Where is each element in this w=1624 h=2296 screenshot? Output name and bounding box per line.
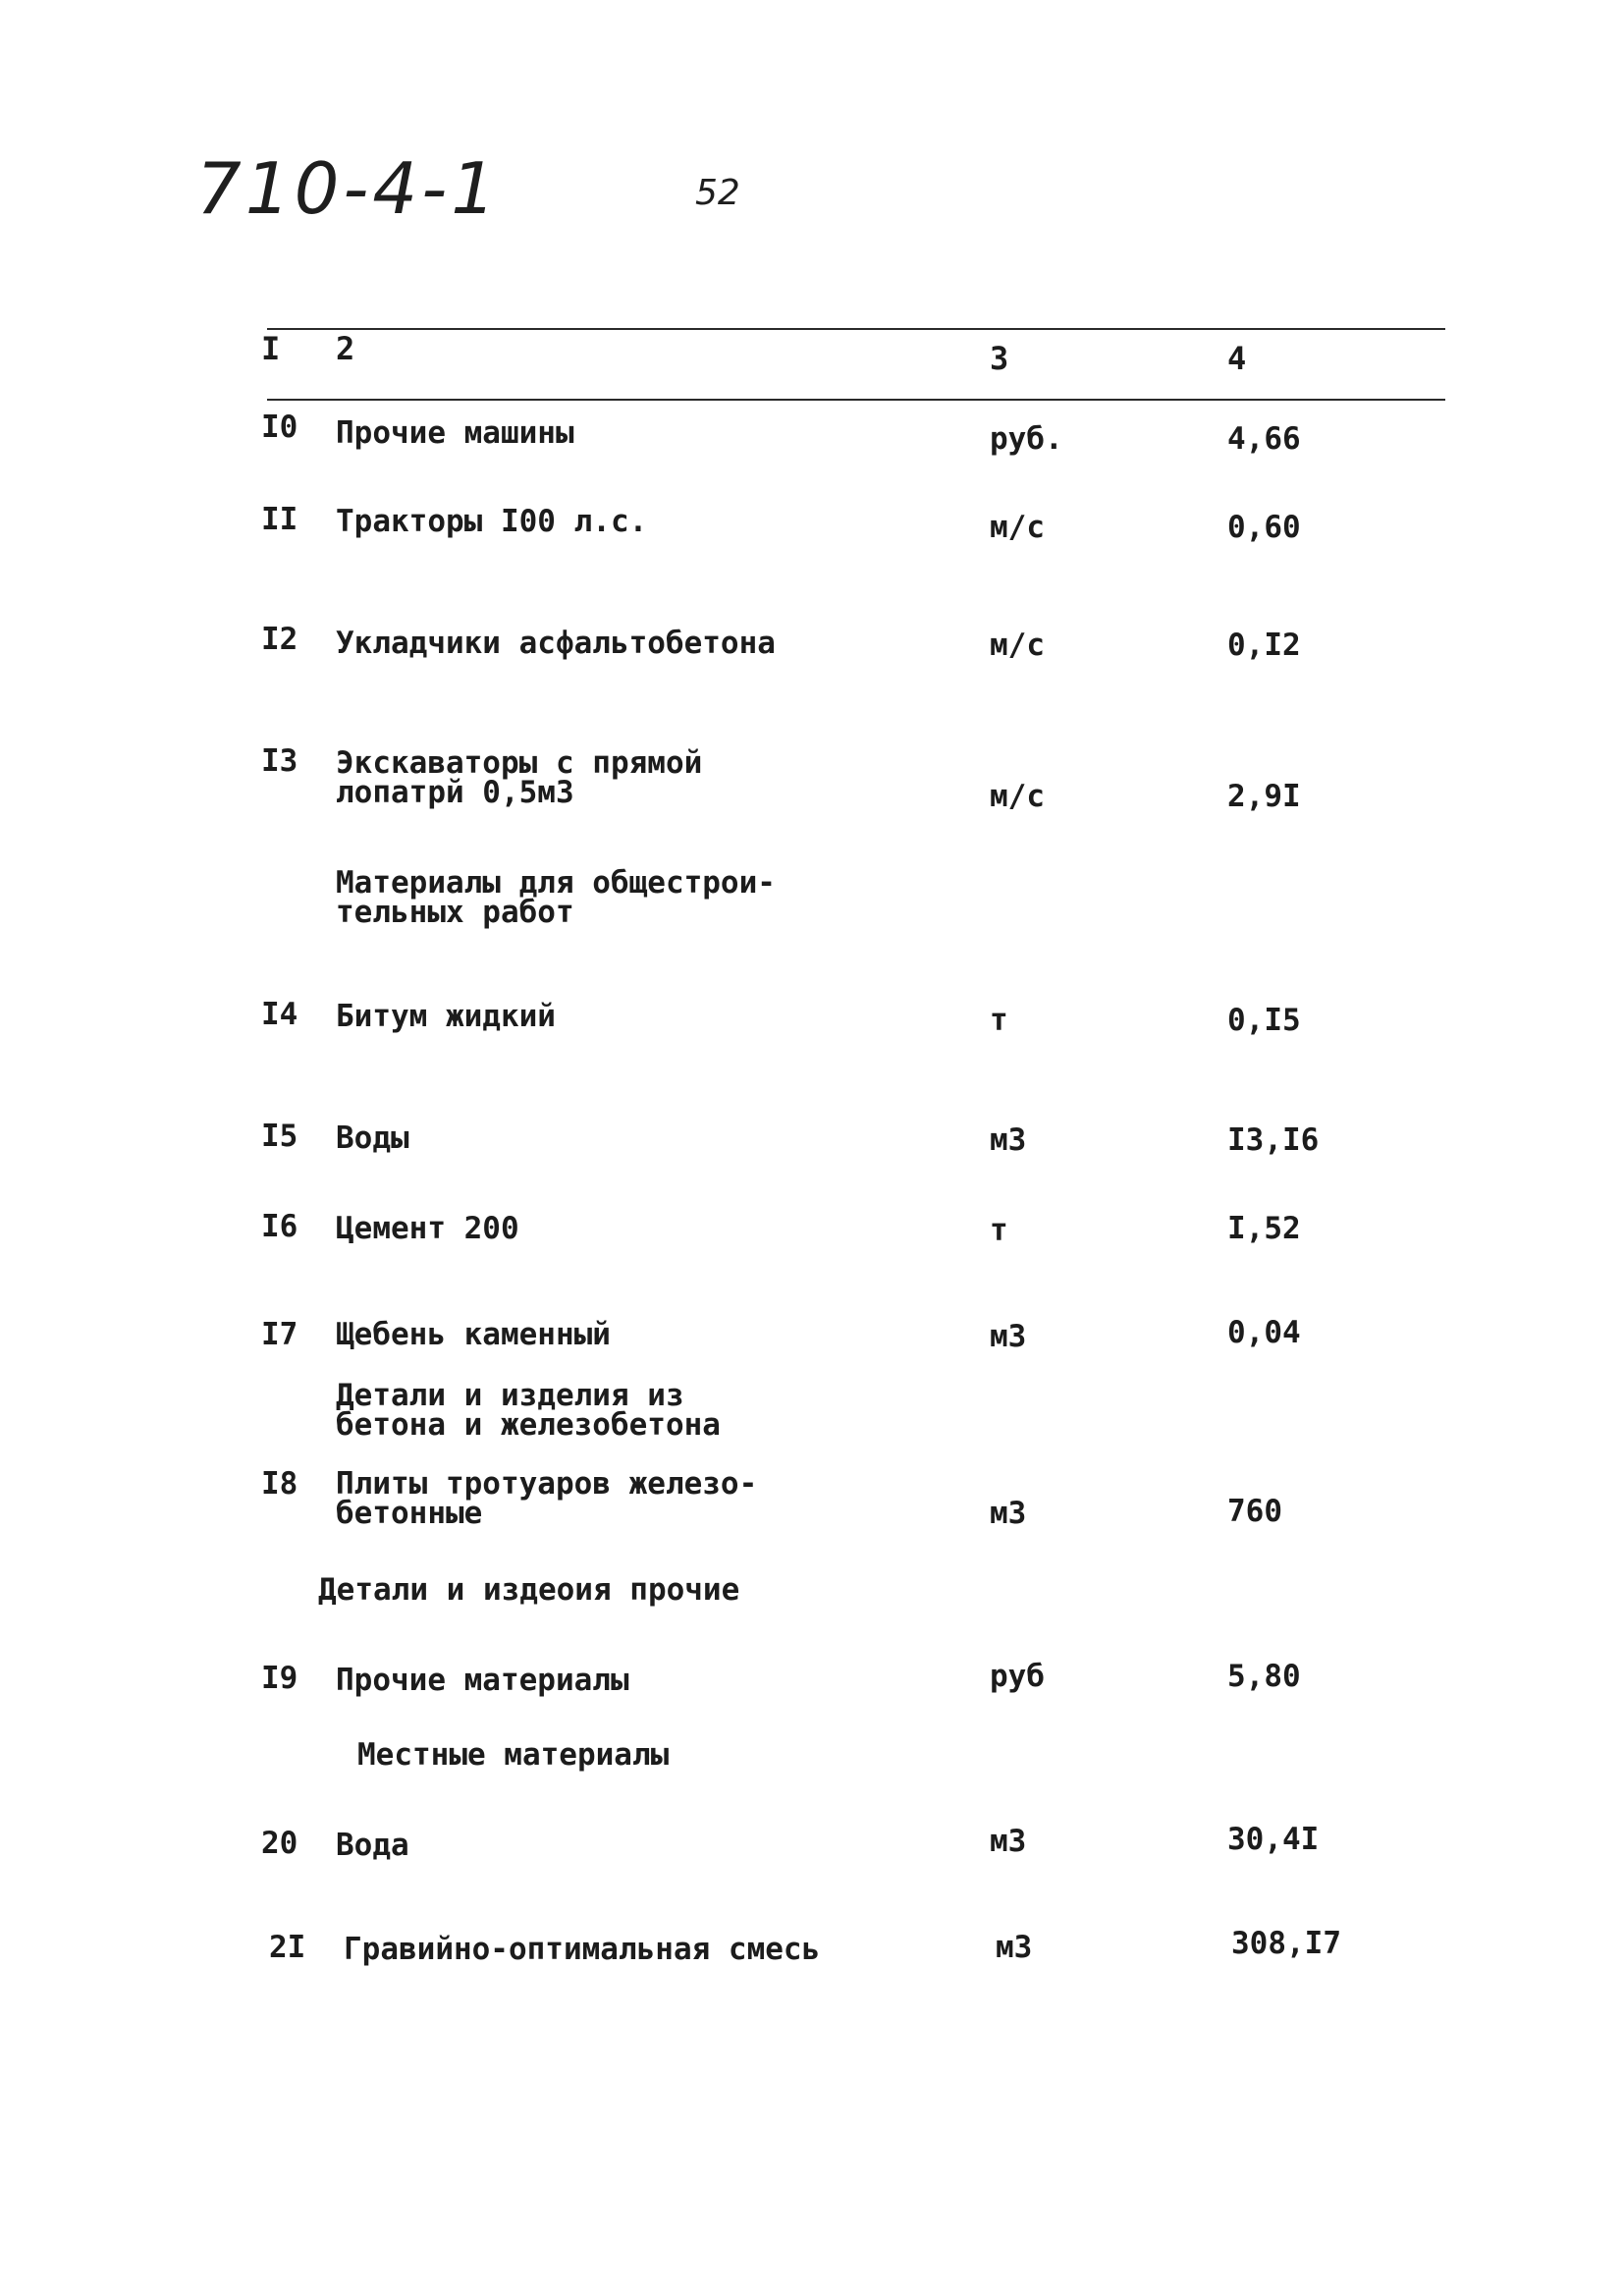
row-value: 0,04 <box>1227 1315 1301 1350</box>
page-number: 52 <box>695 173 740 213</box>
row-unit: м3 <box>990 1122 1027 1158</box>
row-name: Прочие материалы <box>336 1663 629 1698</box>
section-heading: Детали и издеоия прочие <box>318 1572 740 1608</box>
row-number: I8 <box>261 1466 298 1502</box>
row-number: I6 <box>261 1209 298 1244</box>
row-name: Цемент 200 <box>336 1211 519 1246</box>
row-value: 760 <box>1227 1494 1282 1529</box>
row-value: 308,I7 <box>1231 1926 1341 1961</box>
row-name: Щебень каменный <box>336 1317 611 1352</box>
row-number: I5 <box>261 1119 298 1154</box>
table-header-rule <box>267 399 1445 401</box>
row-unit: м3 <box>996 1930 1033 1965</box>
column-header-4: 4 <box>1227 340 1247 377</box>
column-header-1: I <box>261 330 281 367</box>
row-number: I2 <box>261 622 298 657</box>
row-number: I4 <box>261 997 298 1032</box>
row-unit: руб. <box>990 421 1063 457</box>
section-heading-line-2: тельных работ <box>336 895 574 930</box>
row-name-line-1: Экскаваторы с прямой <box>336 745 703 781</box>
row-unit: м/с <box>990 510 1045 545</box>
row-unit: м/с <box>990 779 1045 814</box>
row-number: II <box>261 502 298 537</box>
row-name: Укладчики асфальтобетона <box>336 626 776 661</box>
row-value: 4,66 <box>1227 421 1301 457</box>
section-heading-line-1: Материалы для общестрои- <box>336 865 776 901</box>
row-value: 0,I2 <box>1227 628 1301 663</box>
row-unit: м3 <box>990 1319 1027 1354</box>
row-unit: руб <box>990 1659 1045 1694</box>
section-heading: Местные материалы <box>357 1737 670 1773</box>
row-number: I0 <box>261 410 298 445</box>
row-number: 20 <box>261 1826 298 1861</box>
row-number: I3 <box>261 743 298 779</box>
row-value: I,52 <box>1227 1211 1301 1246</box>
row-name: Гравийно-оптимальная смесь <box>344 1932 821 1967</box>
row-unit: т <box>990 1003 1008 1038</box>
row-name: Вода <box>336 1828 409 1863</box>
row-unit: м/с <box>990 628 1045 663</box>
row-value: 0,I5 <box>1227 1003 1301 1038</box>
row-number: I9 <box>261 1661 298 1696</box>
row-unit: т <box>990 1213 1008 1248</box>
row-value: 30,4I <box>1227 1822 1320 1857</box>
column-header-3: 3 <box>990 340 1009 377</box>
row-value: I3,I6 <box>1227 1122 1320 1158</box>
row-name: Битум жидкий <box>336 999 556 1034</box>
table-top-rule <box>267 328 1445 330</box>
section-heading-line-2: бетона и железобетона <box>336 1407 721 1443</box>
section-heading-line-1: Детали и изделия из <box>336 1378 684 1413</box>
row-value: 0,60 <box>1227 510 1301 545</box>
row-name: Тракторы I00 л.с. <box>336 504 648 539</box>
row-value: 5,80 <box>1227 1659 1301 1694</box>
row-number: 2I <box>269 1930 306 1965</box>
column-header-2: 2 <box>336 330 355 367</box>
row-unit: м3 <box>990 1496 1027 1531</box>
document-code: 710-4-1 <box>196 147 501 230</box>
row-name: Воды <box>336 1121 409 1156</box>
row-value: 2,9I <box>1227 779 1301 814</box>
row-name-line-2: лопатрй 0,5м3 <box>336 775 574 810</box>
row-number: I7 <box>261 1317 298 1352</box>
row-name-line-1: Плиты тротуаров железо- <box>336 1466 758 1502</box>
row-unit: м3 <box>990 1824 1027 1859</box>
row-name-line-2: бетонные <box>336 1496 483 1531</box>
row-name: Прочие машины <box>336 415 574 451</box>
